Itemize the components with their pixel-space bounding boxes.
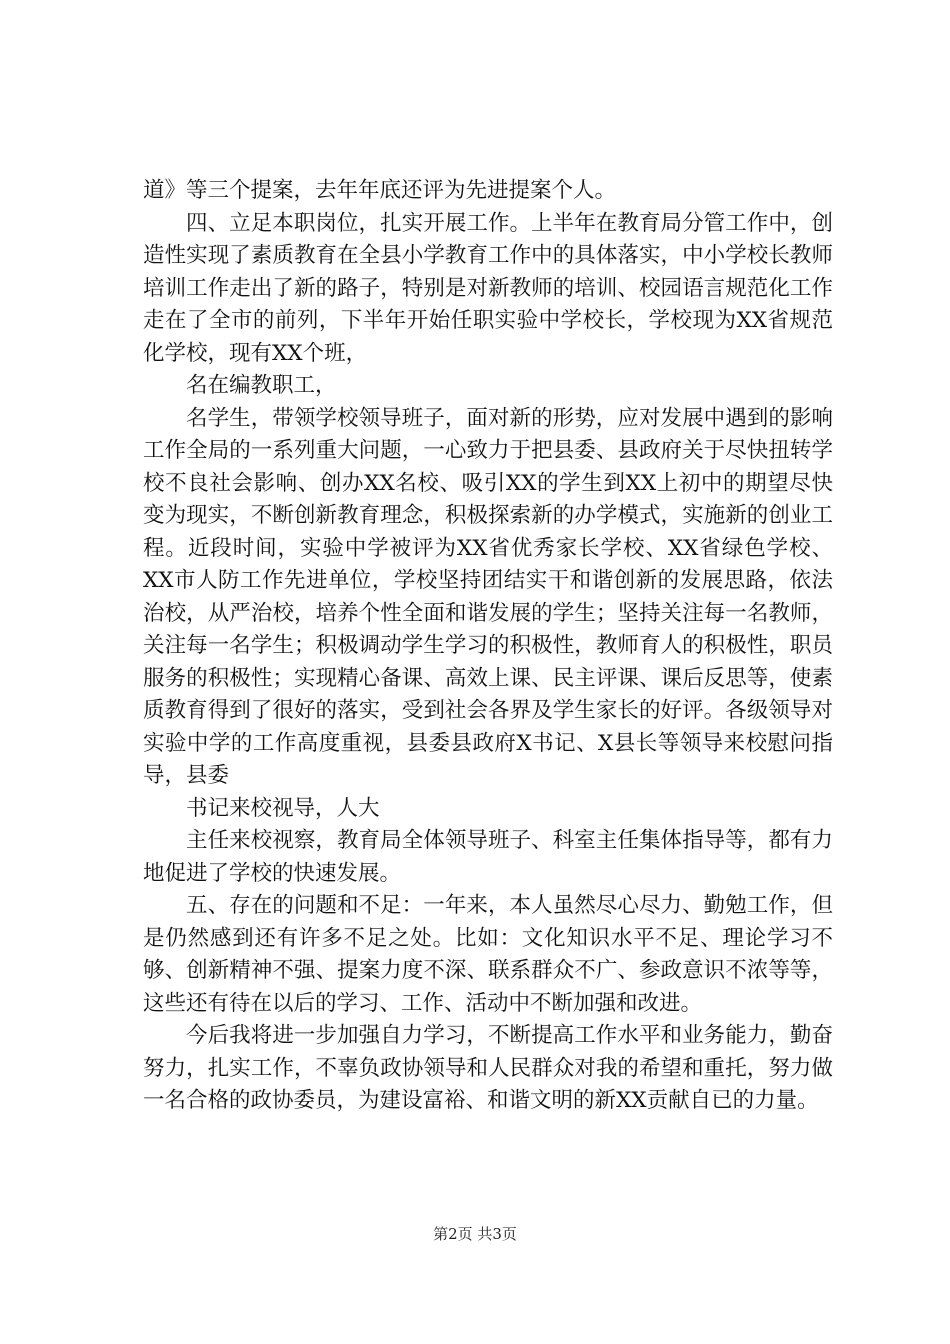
paragraph-conclusion: 今后我将进一步加强自力学习，不断提高工作水平和业务能力，勤奋努力，扎实工作，不辜负政协领导和人民群众对我的希望和重托，努力做一名合格的政协委员，为建设富裕、和谐文明的新XX贡献自已的力量。 [143, 1023, 833, 1113]
paragraph-students: 名学生，带领学校领导班子，面对新的形势，应对发展中遇到的影响工作全局的一系列重大问题，一心致力于把县委、县政府关于尽快扭转学校不良社会影响、创办XX名校、吸引XX的学生到XX上初中的期望尽快变为现实，不断创新教育理念，积极探索新的办学模式，实施新的创业工程。近段时间，实验中学被评为XX省优秀家长学校、XX省绿色学校、XX市人防工作先进单位，学校坚持团结实干和谐创新的发展思路，依法治校，从严治校，培养个性全面和谐发展的学生；坚持关注每一名教师，关注每一名学生；积极调动学生学习的积极性，教师育人的积极性，职员服务的积极性；实现精心备课、高效上课、民主评课、课后反思等，使素质教育得到了很好的落实，受到社会各界及学生家长的好评。各级领导对实验中学的工作高度重视，县委县政府X书记、X县长等领导来校慰问指导，县委 [143, 405, 833, 788]
document-body [143, 175, 833, 1118]
paragraph-section-four: 四、立足本职岗位，扎实开展工作。上半年在教育局分管工作中，创造性实现了素质教育在全县小学教育工作中的具体落实，中小学校长教师培训工作走出了新的路子，特别是对新教师的培训、校园语言规范化工作走在了全市的前列，下半年开始任职实验中学校长，学校现为XX省规范化学校，现有XX个班， [143, 210, 833, 366]
page-footer: 第2页 共3页 [433, 1225, 517, 1243]
paragraph-staff-count: 名在编教职工， [186, 373, 337, 398]
paragraph-director-visit: 主任来校视察，教育局全体领导班子、科室主任集体指导等，都有力地促进了学校的快速发展。 [143, 828, 833, 886]
paragraph-section-five: 五、存在的问题和不足：一年来，本人虽然尽心尽力、勤勉工作，但是仍然感到还有许多不足之处。比如：文化知识水平不足、理论学习不够、创新精神不强、提案力度不深、联系群众不广、参政意识不浓等等，这些还有待在以后的学习、工作、活动中不断加强和改进。 [143, 893, 833, 1016]
paragraph-continuation: 道》等三个提案，去年年底还评为先进提案个人。 [143, 178, 617, 203]
paragraph-secretary-visit: 书记来校视导，人大 [186, 795, 380, 821]
